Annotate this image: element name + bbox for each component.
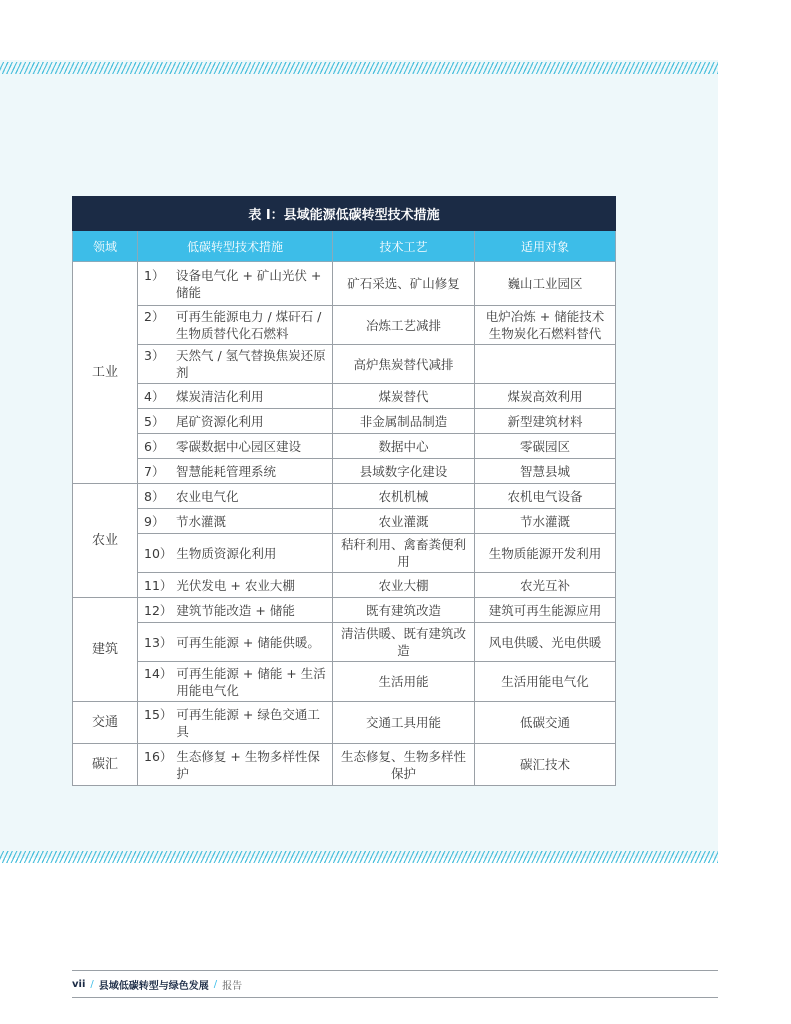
- measure-text: 农业电气化: [176, 488, 239, 504]
- table-row: [73, 573, 616, 598]
- measure-number: 14）: [144, 665, 173, 681]
- measure-number: 9）: [144, 513, 165, 529]
- process-cell: 矿石采选、矿山修复: [333, 262, 475, 306]
- table-row: [73, 306, 616, 345]
- column-header-process: 技术工艺: [333, 231, 475, 262]
- measure-text: 光伏发电 + 农业大棚: [176, 577, 295, 593]
- target-cell: 节水灌溉: [475, 509, 616, 534]
- page-number: vii: [72, 978, 86, 990]
- measure-cell: [138, 409, 333, 434]
- process-cell: 生态修复、生物多样性保护: [333, 744, 475, 786]
- measure-text: 零碳数据中心园区建设: [176, 438, 302, 454]
- target-cell: 农机电气设备: [475, 484, 616, 509]
- measure-cell: [138, 509, 333, 534]
- table-row: [73, 345, 616, 384]
- target-cell: 电炉冶炼 + 储能技术 生物炭化石燃料替代: [475, 306, 616, 345]
- table-row: [73, 459, 616, 484]
- measure-cell: [138, 384, 333, 409]
- table-row: [73, 509, 616, 534]
- measure-number: 15）: [144, 706, 173, 722]
- measure-number: 8）: [144, 488, 165, 504]
- report-title: 县域低碳转型与绿色发展: [98, 980, 209, 992]
- process-cell: 煤炭替代: [333, 384, 475, 409]
- measure-text: 可再生能源 + 储能供暖。: [176, 634, 320, 650]
- measures-table: [72, 196, 616, 786]
- measure-number: 10）: [144, 545, 173, 561]
- measure-cell: [138, 744, 333, 786]
- domain-cell: 碳汇: [73, 744, 138, 786]
- measure-cell: [138, 573, 333, 598]
- table-title: 表 I：县域能源低碳转型技术措施: [73, 197, 616, 231]
- measure-cell: [138, 534, 333, 573]
- column-header-domain: 领域: [73, 231, 138, 262]
- process-cell: 高炉焦炭替代减排: [333, 345, 475, 384]
- measure-cell: [138, 262, 333, 306]
- measure-number: 5）: [144, 413, 165, 429]
- process-cell: 冶炼工艺减排: [333, 306, 475, 345]
- footer-separator: /: [213, 978, 218, 990]
- measure-number: 7）: [144, 463, 165, 479]
- process-cell: 既有建筑改造: [333, 598, 475, 623]
- process-cell: 秸秆利用、禽畜粪便利用: [333, 534, 475, 573]
- table-container: [72, 196, 615, 786]
- domain-cell: 工业: [73, 262, 138, 484]
- measure-number: 1）: [144, 267, 165, 283]
- target-cell: 碳汇技术: [475, 744, 616, 786]
- target-cell: 建筑可再生能源应用: [475, 598, 616, 623]
- measure-text: 可再生能源 + 绿色交通工具: [176, 706, 320, 739]
- table-row: [73, 484, 616, 509]
- process-cell: 生活用能: [333, 662, 475, 702]
- target-cell: 煤炭高效利用: [475, 384, 616, 409]
- target-cell: 生物质能源开发利用: [475, 534, 616, 573]
- measure-cell: [138, 662, 333, 702]
- measure-text: 可再生能源电力 / 煤矸石 / 生物质替代化石燃料: [176, 309, 322, 341]
- measure-cell: [138, 434, 333, 459]
- measure-cell: [138, 306, 333, 345]
- table-row: [73, 744, 616, 786]
- measure-number: 2）: [144, 309, 165, 324]
- measure-text: 设备电气化 + 矿山光伏 + 储能: [176, 267, 322, 300]
- measure-text: 节水灌溉: [176, 513, 227, 529]
- process-cell: 清洁供暖、既有建筑改造: [333, 623, 475, 662]
- process-cell: 农业大棚: [333, 573, 475, 598]
- target-cell: 低碳交通: [475, 702, 616, 744]
- process-cell: 交通工具用能: [333, 702, 475, 744]
- target-cell: 智慧县城: [475, 459, 616, 484]
- column-header-target: 适用对象: [475, 231, 616, 262]
- domain-cell: 农业: [73, 484, 138, 598]
- measure-cell: [138, 484, 333, 509]
- target-cell: 巍山工业园区: [475, 262, 616, 306]
- table-row: [73, 702, 616, 744]
- footer-separator: /: [90, 978, 94, 990]
- measure-number: 12）: [144, 602, 173, 618]
- measure-cell: [138, 598, 333, 623]
- domain-cell: 交通: [73, 702, 138, 744]
- target-cell: 生活用能电气化: [475, 662, 616, 702]
- target-cell: 风电供暖、光电供暖: [475, 623, 616, 662]
- measure-text: 天然气 / 氢气替换焦炭还原剂: [176, 348, 326, 380]
- table-row: [73, 662, 616, 702]
- table-row: [73, 623, 616, 662]
- domain-cell: 建筑: [73, 598, 138, 702]
- table-row: [73, 434, 616, 459]
- process-cell: 农业灌溉: [333, 509, 475, 534]
- target-cell: [475, 345, 616, 384]
- measure-text: 尾矿资源化利用: [176, 413, 264, 429]
- report-type: 报告: [222, 980, 243, 992]
- process-cell: 农机机械: [333, 484, 475, 509]
- table-row: [73, 409, 616, 434]
- footer-divider-bottom: [72, 997, 718, 998]
- table-body: [73, 262, 616, 786]
- page-footer: [72, 976, 242, 992]
- footer-divider-top: [72, 970, 718, 971]
- measure-text: 建筑节能改造 + 储能: [176, 602, 295, 618]
- measure-number: 11）: [144, 577, 173, 593]
- table-row: [73, 262, 616, 306]
- measure-text: 煤炭清洁化利用: [176, 388, 264, 404]
- column-header-measure: 低碳转型技术措施: [138, 231, 333, 262]
- measure-number: 16）: [144, 748, 173, 764]
- measure-number: 6）: [144, 438, 165, 454]
- measure-number: 13）: [144, 634, 173, 650]
- measure-text: 智慧能耗管理系统: [176, 463, 277, 479]
- decorative-hatch-top: [0, 62, 718, 74]
- table-row: [73, 598, 616, 623]
- measure-text: 生物质资源化利用: [176, 545, 277, 561]
- measure-cell: [138, 345, 333, 384]
- measure-text: 生态修复 + 生物多样性保护: [176, 748, 320, 781]
- decorative-hatch-bottom: [0, 851, 718, 863]
- measure-number: 3）: [144, 348, 165, 363]
- target-cell: 零碳园区: [475, 434, 616, 459]
- table-row: [73, 384, 616, 409]
- process-cell: 县域数字化建设: [333, 459, 475, 484]
- measure-text: 可再生能源 + 储能 + 生活用能电气化: [176, 665, 326, 698]
- measure-cell: [138, 459, 333, 484]
- target-cell: 农光互补: [475, 573, 616, 598]
- measure-cell: [138, 702, 333, 744]
- process-cell: 数据中心: [333, 434, 475, 459]
- table-row: [73, 534, 616, 573]
- measure-number: 4）: [144, 388, 165, 404]
- measure-cell: [138, 623, 333, 662]
- process-cell: 非金属制品制造: [333, 409, 475, 434]
- target-cell: 新型建筑材料: [475, 409, 616, 434]
